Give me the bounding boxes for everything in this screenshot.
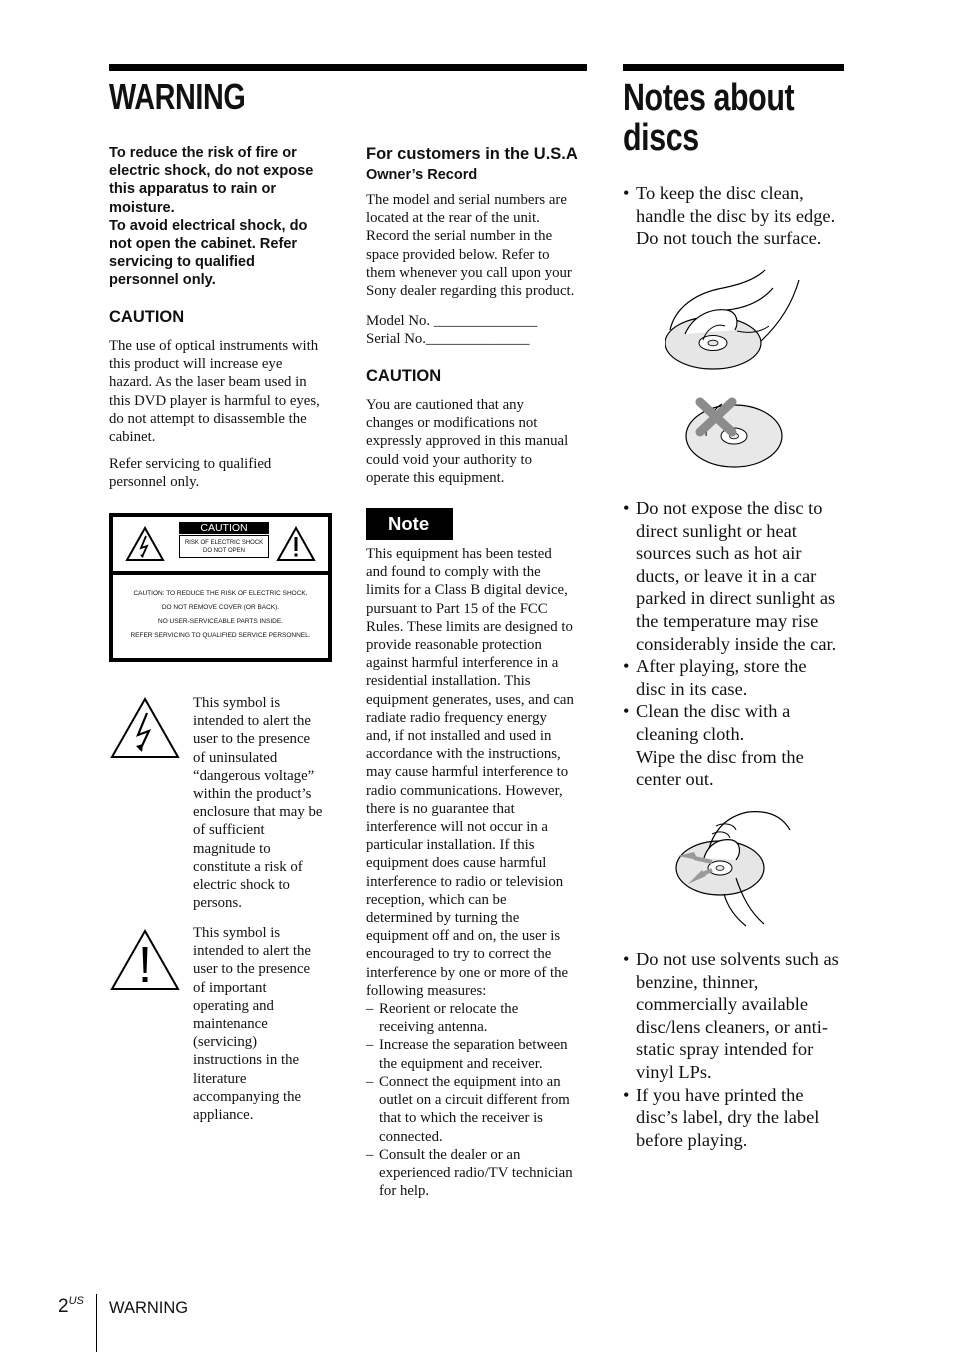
label-text-line: CAUTION: TO REDUCE THE RISK OF ELECTRIC SHOCK, xyxy=(133,590,308,597)
text-line: them whenever you call upon your xyxy=(366,264,572,281)
text-line: operate this equipment. xyxy=(366,469,505,486)
lightning-warning-icon xyxy=(125,526,165,562)
text-line: radiate radio frequency energy xyxy=(366,709,547,726)
text-line: limits for a Class B digital device, xyxy=(366,582,568,599)
model-number-field: Model No. ______________ xyxy=(366,313,538,329)
text-line: radio communications. However, xyxy=(366,782,563,799)
text-line: After playing, store the xyxy=(636,656,807,677)
disc-notes-list-b xyxy=(623,497,853,791)
text-line: parked in direct sunlight as xyxy=(636,588,836,609)
text-line: space provided below. Refer to xyxy=(366,246,550,263)
text-line: intended to alert the xyxy=(193,713,311,730)
text-line: equipment off and on, the user is xyxy=(366,928,561,945)
text-line: of sufficient xyxy=(193,822,265,839)
title-line: Notes about xyxy=(623,77,795,119)
bullet-marker: • xyxy=(623,1084,630,1105)
list-item xyxy=(366,1146,596,1201)
page-number: 2 xyxy=(58,1296,69,1317)
warning-line: To reduce the risk of fire or xyxy=(109,145,297,161)
page-title-notes-about-discs xyxy=(623,78,837,158)
label-bottom-section xyxy=(113,575,328,658)
text-line: enclosure that may be xyxy=(193,804,323,821)
text-line: maintenance xyxy=(193,1016,268,1033)
text-line: disc’s label, dry the label xyxy=(636,1107,820,1128)
text-line: within the product’s xyxy=(193,786,312,803)
bullet-marker: • xyxy=(623,183,630,203)
list-item xyxy=(623,948,853,1084)
text-line: interference by one or more of the xyxy=(366,964,569,981)
text-line: Clean the disc with a xyxy=(636,701,791,722)
text-line: Do not touch the surface. xyxy=(636,228,822,249)
caution-heading-middle: CAUTION xyxy=(366,367,442,385)
text-line: located at the rear of the unit. xyxy=(366,210,540,227)
text-line: and, if not installed and used in xyxy=(366,728,552,745)
interference-measures-list xyxy=(366,1000,596,1200)
text-line: of important xyxy=(193,979,267,996)
text-line: literature xyxy=(193,1070,247,1087)
lightning-symbol-icon xyxy=(109,696,181,760)
footer-section-name: WARNING xyxy=(109,1299,189,1317)
text-line: determined by turning the xyxy=(366,910,520,927)
text-line: cabinet. xyxy=(109,429,156,446)
text-line: interference will not occur in a xyxy=(366,819,548,836)
text-line: cleaning cloth. xyxy=(636,723,745,744)
text-line: If you have printed the xyxy=(636,1084,804,1105)
text-line: expressly approved in this manual xyxy=(366,433,569,450)
text-line: encouraged to try to correct the xyxy=(366,946,552,963)
text-line: instructions in the xyxy=(193,1052,300,1069)
text-line: Refer servicing to qualified xyxy=(109,456,272,473)
text-line: This symbol is xyxy=(193,925,281,941)
text-line: handle the disc by its edge. xyxy=(636,205,836,226)
disc-notes-list-c xyxy=(623,948,853,1151)
note-label: Note xyxy=(366,508,453,540)
text-line: intended to alert the xyxy=(193,943,311,960)
owners-record-heading: Owner’s Record xyxy=(366,167,478,183)
text-line: hazard. As the laser beam used in xyxy=(109,374,307,391)
left-title-rule xyxy=(109,64,587,71)
text-line: residential installation. This xyxy=(366,673,531,690)
dash-marker: – xyxy=(366,1073,374,1090)
text-line: equipment generates, uses, and can xyxy=(366,691,574,708)
cleaning-disc-illustration xyxy=(668,808,798,928)
text-line: outlet on a circuit different from xyxy=(379,1092,570,1109)
disc-notes-list-a xyxy=(623,182,853,250)
symbol1-description xyxy=(193,694,333,912)
model-serial-record xyxy=(366,312,596,348)
dash-marker: – xyxy=(366,1037,374,1054)
title-line: discs xyxy=(623,117,699,159)
text-line: Rules. These limits are designed to xyxy=(366,618,573,635)
warning-line: moisture. xyxy=(109,199,175,216)
label-top-section xyxy=(113,517,328,571)
text-line: ducts, or leave it in a car xyxy=(636,565,817,586)
text-line: accompanying the xyxy=(193,1088,302,1105)
text-line: user to the presence xyxy=(193,961,311,978)
text-line: changes or modifications not xyxy=(366,415,538,432)
warning-line: electric shock, do not expose xyxy=(109,163,314,180)
text-line: reception, which can be xyxy=(366,891,507,908)
text-line: center out. xyxy=(636,769,714,790)
right-title-rule xyxy=(623,64,844,71)
caution-paragraph xyxy=(109,455,339,491)
text-line: disc in its case. xyxy=(636,678,748,699)
caution-body-left xyxy=(109,337,339,492)
text-line: of uninsulated xyxy=(193,749,278,766)
footer-divider xyxy=(96,1294,97,1352)
bullet-marker: • xyxy=(623,949,630,969)
caution-body-middle xyxy=(366,396,596,487)
text-line: equipment does cause harmful xyxy=(366,855,547,872)
text-line: electric shock to xyxy=(193,877,290,894)
dash-marker: – xyxy=(366,1001,374,1018)
label-text-line: NO USER-SERVICEABLE PARTS INSIDE. xyxy=(158,618,283,625)
warning-notice xyxy=(109,144,349,290)
text-line: The model and serial numbers are xyxy=(366,192,567,208)
bullet-marker: • xyxy=(623,701,630,722)
fcc-note-text xyxy=(366,545,596,1200)
text-line: benzine, thinner, xyxy=(636,971,759,992)
text-line: for help. xyxy=(379,1183,430,1200)
text-line: that to which the receiver is xyxy=(379,1110,543,1127)
text-line: “dangerous voltage” xyxy=(193,767,315,784)
text-line: vinyl LPs. xyxy=(636,1061,712,1082)
text-line: operating and xyxy=(193,997,274,1014)
text-line: this product will increase eye xyxy=(109,356,283,373)
label-text-line: REFER SERVICING TO QUALIFIED SERVICE PERSONNEL. xyxy=(130,632,311,639)
caution-heading-left: CAUTION xyxy=(109,308,185,326)
text-line: direct sunlight or heat xyxy=(636,520,797,541)
text-line: and found to comply with the xyxy=(366,564,541,581)
warning-line: personnel only. xyxy=(109,272,216,289)
text-line: could void your authority to xyxy=(366,451,533,468)
text-line: (servicing) xyxy=(193,1034,258,1051)
text-line: following measures: xyxy=(366,982,487,999)
hand-holding-disc-illustration xyxy=(665,268,815,373)
text-line: persons. xyxy=(193,895,242,912)
symbol2-description xyxy=(193,924,333,1124)
text-line: provide reasonable protection xyxy=(366,637,542,654)
text-line: Consult the dealer or an xyxy=(379,1146,521,1163)
text-line: To keep the disc clean, xyxy=(636,183,804,203)
caution-paragraph xyxy=(109,337,339,446)
bullet-marker: • xyxy=(623,656,630,677)
warning-line: servicing to qualified xyxy=(109,254,255,271)
warning-line: To avoid electrical shock, do xyxy=(109,217,308,234)
list-item xyxy=(366,1000,596,1036)
text-line: constitute a risk of xyxy=(193,858,303,875)
text-line: experienced radio/TV technician xyxy=(379,1164,573,1181)
bullet-marker: • xyxy=(623,498,630,518)
text-line: personnel only. xyxy=(109,474,200,491)
text-line: This symbol is xyxy=(193,695,281,711)
text-line: Sony dealer regarding this product. xyxy=(366,283,575,300)
page-footer xyxy=(58,1296,84,1326)
serial-number-field: Serial No.______________ xyxy=(366,331,530,348)
owners-record-text xyxy=(366,191,596,300)
text-line: Connect the equipment into an xyxy=(379,1073,561,1090)
label-caution-subtitle xyxy=(179,535,269,558)
text-line: You are cautioned that any xyxy=(366,397,524,413)
text-line: static spray intended for xyxy=(636,1039,814,1060)
text-line: appliance. xyxy=(193,1107,254,1124)
text-line: against harmful interference in a xyxy=(366,655,559,672)
text-line: This equipment has been tested xyxy=(366,546,552,562)
text-line: Increase the separation between xyxy=(379,1037,568,1054)
text-line: before playing. xyxy=(636,1129,748,1150)
usa-customers-heading: For customers in the U.S.A xyxy=(366,145,578,163)
exclamation-symbol-icon xyxy=(109,928,181,992)
text-line: magnitude to xyxy=(193,840,271,857)
text-line: disc/lens cleaners, or anti- xyxy=(636,1016,829,1037)
text-line: Do not use solvents such as xyxy=(636,949,839,969)
do-not-touch-disc-illustration xyxy=(684,396,784,471)
list-item xyxy=(366,1036,596,1072)
text-line: accordance with the instructions, xyxy=(366,746,561,763)
list-item xyxy=(623,1084,853,1152)
text-line: user to the presence xyxy=(193,731,311,748)
caution-label-panel xyxy=(109,513,332,662)
list-item xyxy=(366,1073,596,1146)
text-line: interference to radio or television xyxy=(366,873,564,890)
text-line: Do not expose the disc to xyxy=(636,498,823,518)
text-line: Record the serial number in the xyxy=(366,228,553,245)
text-line: do not attempt to disassemble the xyxy=(109,410,307,427)
list-item xyxy=(623,182,853,250)
page-region-suffix: US xyxy=(68,1295,84,1307)
text-line: may cause harmful interference to xyxy=(366,764,569,781)
text-line: the equipment and receiver. xyxy=(379,1055,543,1072)
text-line: there is no guarantee that xyxy=(366,800,515,817)
text-line: sources such as hot air xyxy=(636,543,802,564)
text-line: The use of optical instruments with xyxy=(109,338,319,354)
label-text-line: DO NOT REMOVE COVER (OR BACK). xyxy=(161,604,280,611)
text-line: commercially available xyxy=(636,994,809,1015)
text-line: Reorient or relocate the xyxy=(379,1001,519,1018)
page-title-warning: WARNING xyxy=(109,76,246,117)
text-line: connected. xyxy=(379,1128,443,1145)
label-subtitle-line: DO NOT OPEN xyxy=(203,548,245,554)
text-line: receiving antenna. xyxy=(379,1019,488,1036)
text-line: the temperature may rise xyxy=(636,610,819,631)
label-subtitle-line: RISK OF ELECTRIC SHOCK xyxy=(184,540,264,546)
warning-line: not open the cabinet. Refer xyxy=(109,236,298,253)
text-line: pursuant to Part 15 of the FCC xyxy=(366,600,548,617)
label-caution-title: CAUTION xyxy=(179,522,269,534)
list-item xyxy=(623,700,853,790)
text-line: considerably inside the car. xyxy=(636,633,837,654)
list-item xyxy=(623,655,853,700)
text-line: particular installation. If this xyxy=(366,837,535,854)
text-line: Wipe the disc from the xyxy=(636,746,804,767)
exclamation-warning-icon xyxy=(276,526,316,562)
dash-marker: – xyxy=(366,1146,374,1163)
list-item xyxy=(623,497,853,655)
text-line: this DVD player is harmful to eyes, xyxy=(109,392,320,409)
label-text-lines xyxy=(113,587,328,643)
warning-line: this apparatus to rain or xyxy=(109,181,277,198)
